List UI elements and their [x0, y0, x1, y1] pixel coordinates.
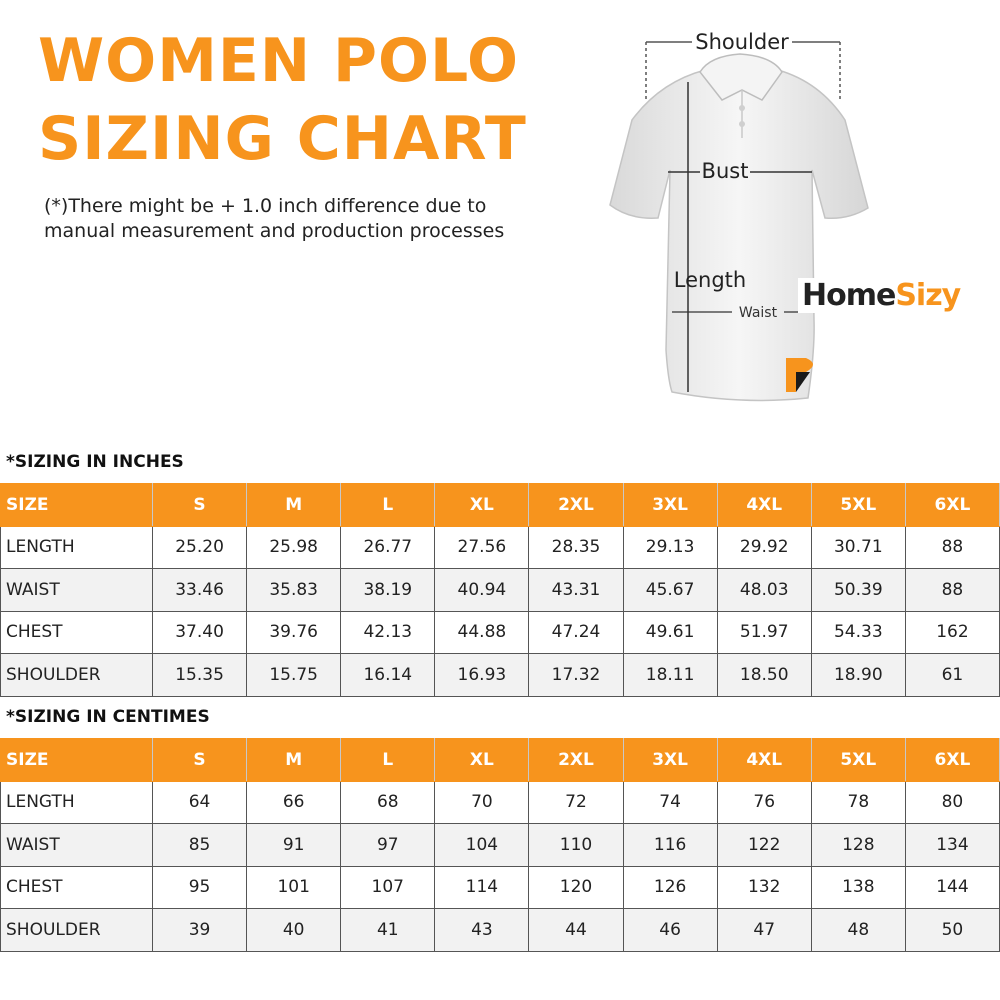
table-cell: 88: [905, 569, 999, 612]
table-row: [1, 909, 1000, 952]
column-header: 5XL: [811, 484, 905, 527]
column-header: 3XL: [623, 739, 717, 782]
table-cell: 120: [529, 866, 623, 909]
table-cell: 15.75: [247, 654, 341, 697]
table-cell: 38.19: [341, 569, 435, 612]
column-header: 6XL: [905, 484, 999, 527]
shirt-body: [610, 70, 868, 400]
table-cell: 17.32: [529, 654, 623, 697]
page-title: [38, 22, 527, 178]
table-cell: 107: [341, 866, 435, 909]
table-cell: 48: [811, 909, 905, 952]
table-row: [1, 781, 1000, 824]
table-row: [1, 654, 1000, 697]
bust-label: Bust: [701, 159, 749, 183]
table-cell: 70: [435, 781, 529, 824]
table-header-row: [1, 484, 1000, 527]
table-cell: 42.13: [341, 611, 435, 654]
table-row: [1, 866, 1000, 909]
row-label: CHEST: [1, 611, 153, 654]
table-cell: 88: [905, 526, 999, 569]
table-cell: 30.71: [811, 526, 905, 569]
table-cell: 47.24: [529, 611, 623, 654]
table-cell: 25.98: [247, 526, 341, 569]
table-header-row: [1, 739, 1000, 782]
centimes-section-title: *SIZING IN CENTIMES: [6, 707, 210, 727]
table-cell: 27.56: [435, 526, 529, 569]
brand-part-1: Home: [802, 278, 896, 313]
brand-logo: [798, 278, 964, 313]
table-cell: 134: [905, 824, 999, 867]
table-cell: 64: [153, 781, 247, 824]
column-header: L: [341, 484, 435, 527]
table-cell: 68: [341, 781, 435, 824]
table-cell: 39.76: [247, 611, 341, 654]
table-cell: 50: [905, 909, 999, 952]
table-cell: 76: [717, 781, 811, 824]
inches-table: [0, 483, 1000, 697]
column-header: 6XL: [905, 739, 999, 782]
measurement-note: [44, 194, 604, 244]
table-cell: 44: [529, 909, 623, 952]
table-cell: 144: [905, 866, 999, 909]
column-header: L: [341, 739, 435, 782]
row-label: SHOULDER: [1, 909, 153, 952]
column-header: M: [247, 484, 341, 527]
table-cell: 61: [905, 654, 999, 697]
table-cell: 25.20: [153, 526, 247, 569]
table-cell: 72: [529, 781, 623, 824]
row-label: LENGTH: [1, 781, 153, 824]
column-header: M: [247, 739, 341, 782]
table-cell: 28.35: [529, 526, 623, 569]
table-row: [1, 569, 1000, 612]
brand-part-2: Sizy: [895, 278, 961, 313]
table-cell: 26.77: [341, 526, 435, 569]
table-cell: 101: [247, 866, 341, 909]
table-cell: 95: [153, 866, 247, 909]
table-cell: 122: [717, 824, 811, 867]
table-cell: 54.33: [811, 611, 905, 654]
table-cell: 29.13: [623, 526, 717, 569]
table-row: [1, 526, 1000, 569]
note-line-1: (*)There might be + 1.0 inch difference due to: [44, 195, 487, 217]
table-cell: 46: [623, 909, 717, 952]
table-cell: 18.50: [717, 654, 811, 697]
column-header: XL: [435, 739, 529, 782]
table-cell: 40: [247, 909, 341, 952]
table-cell: 97: [341, 824, 435, 867]
column-header: SIZE: [1, 484, 153, 527]
table-cell: 18.90: [811, 654, 905, 697]
table-cell: 47: [717, 909, 811, 952]
table-cell: 16.14: [341, 654, 435, 697]
column-header: SIZE: [1, 739, 153, 782]
column-header: 4XL: [717, 739, 811, 782]
row-label: WAIST: [1, 824, 153, 867]
table-cell: 110: [529, 824, 623, 867]
polo-measurement-diagram: [600, 20, 1000, 410]
column-header: 3XL: [623, 484, 717, 527]
table-row: [1, 611, 1000, 654]
table-cell: 66: [247, 781, 341, 824]
table-cell: 74: [623, 781, 717, 824]
table-cell: 91: [247, 824, 341, 867]
table-cell: 35.83: [247, 569, 341, 612]
row-label: WAIST: [1, 569, 153, 612]
table-cell: 80: [905, 781, 999, 824]
table-cell: 49.61: [623, 611, 717, 654]
row-label: SHOULDER: [1, 654, 153, 697]
table-cell: 85: [153, 824, 247, 867]
table-cell: 15.35: [153, 654, 247, 697]
table-cell: 126: [623, 866, 717, 909]
inches-section-title: *SIZING IN INCHES: [6, 452, 184, 472]
table-cell: 41: [341, 909, 435, 952]
title-line-1: WOMEN POLO: [38, 26, 520, 96]
table-cell: 104: [435, 824, 529, 867]
table-cell: 43: [435, 909, 529, 952]
column-header: S: [153, 739, 247, 782]
column-header: 5XL: [811, 739, 905, 782]
table-cell: 18.11: [623, 654, 717, 697]
row-label: CHEST: [1, 866, 153, 909]
column-header: XL: [435, 484, 529, 527]
table-row: [1, 824, 1000, 867]
table-cell: 45.67: [623, 569, 717, 612]
table-cell: 16.93: [435, 654, 529, 697]
table-cell: 78: [811, 781, 905, 824]
polo-shirt-illustration: [600, 20, 1000, 410]
table-cell: 162: [905, 611, 999, 654]
table-cell: 51.97: [717, 611, 811, 654]
table-cell: 114: [435, 866, 529, 909]
waist-label: Waist: [738, 305, 778, 321]
column-header: 2XL: [529, 739, 623, 782]
length-label: Length: [673, 268, 747, 292]
table-cell: 29.92: [717, 526, 811, 569]
table-cell: 43.31: [529, 569, 623, 612]
button-1: [739, 105, 745, 111]
centimes-table: [0, 738, 1000, 952]
button-2: [739, 121, 745, 127]
table-cell: 128: [811, 824, 905, 867]
column-header: S: [153, 484, 247, 527]
table-cell: 116: [623, 824, 717, 867]
table-cell: 138: [811, 866, 905, 909]
table-cell: 37.40: [153, 611, 247, 654]
row-label: LENGTH: [1, 526, 153, 569]
shoulder-label: Shoulder: [695, 30, 789, 54]
table-cell: 39: [153, 909, 247, 952]
column-header: 2XL: [529, 484, 623, 527]
title-line-2: SIZING CHART: [38, 104, 527, 174]
table-cell: 50.39: [811, 569, 905, 612]
note-line-2: manual measurement and production processes: [44, 220, 505, 242]
table-cell: 48.03: [717, 569, 811, 612]
column-header: 4XL: [717, 484, 811, 527]
table-cell: 132: [717, 866, 811, 909]
table-cell: 44.88: [435, 611, 529, 654]
table-cell: 33.46: [153, 569, 247, 612]
table-cell: 40.94: [435, 569, 529, 612]
